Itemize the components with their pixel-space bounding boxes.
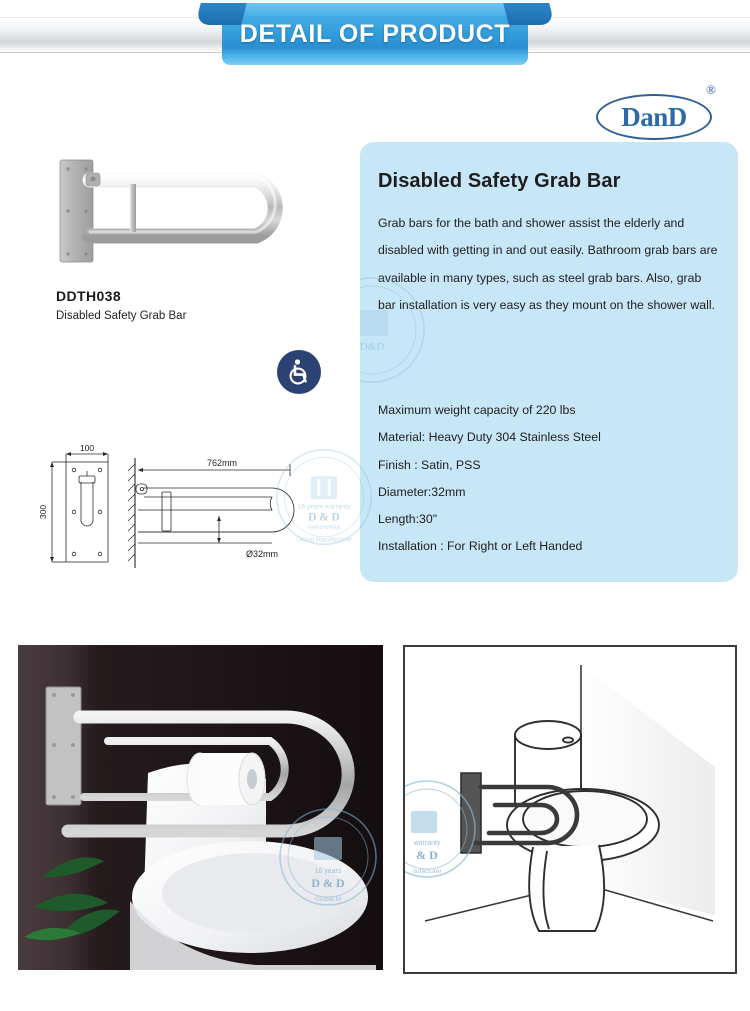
dim-bar-length: 762mm <box>206 458 238 468</box>
logo-text: DanD <box>621 101 687 132</box>
svg-text:16 years warranty: 16 years warranty <box>297 503 351 511</box>
spec-item: Finish : Satin, PSS <box>378 457 481 472</box>
spec-item: Length:30" <box>378 512 438 527</box>
dim-plate-height: 300 <box>38 504 48 520</box>
spec-item: Installation : For Right or Left Handed <box>378 539 583 554</box>
svg-text:Global Manufacturer: Global Manufacturer <box>296 536 352 544</box>
svg-text:& D: & D <box>416 848 438 862</box>
product-info-panel <box>360 142 738 582</box>
svg-text:D & D: D & D <box>308 511 340 524</box>
brand-logo <box>596 82 720 137</box>
svg-text:warranty: warranty <box>413 840 441 847</box>
svg-text:Global M: Global M <box>314 896 342 903</box>
svg-text:D & D: D & D <box>311 876 345 890</box>
page-banner <box>0 0 750 70</box>
spec-item: Maximum weight capacity of 220 lbs <box>378 403 576 417</box>
dim-bar-diameter: Ø32mm <box>245 549 279 559</box>
specification-list <box>378 397 724 561</box>
installation-photo <box>18 645 383 970</box>
banner-ribbon <box>222 3 528 65</box>
svg-text:D&D: D&D <box>359 341 385 353</box>
spec-item: Material: Heavy Duty 304 Stainless Steel <box>378 430 601 445</box>
svg-text:16 years: 16 years <box>314 868 342 875</box>
installation-diagram <box>403 645 737 974</box>
technical-drawing <box>22 440 342 580</box>
dim-plate-width: 100 <box>79 443 95 453</box>
product-photo <box>44 146 324 270</box>
info-panel-title: Disabled Safety Grab Bar <box>378 170 621 192</box>
logo-oval-shape <box>596 94 712 140</box>
product-code: DDTH038 <box>56 288 122 304</box>
registered-trademark-icon: ® <box>706 82 716 97</box>
product-name: Disabled Safety Grab Bar <box>56 310 187 322</box>
banner-title: DETAIL OF PRODUCT <box>239 19 511 48</box>
spec-item: Diameter:32mm <box>378 484 466 499</box>
wheelchair-accessible-icon <box>277 350 321 394</box>
info-panel-description: Grab bars for the bath and shower assist the elderly and disabled with getting in and out easily. Bathroom grab bars are available in many types, such as steel grab bars. Also, grab bar installation is very easy as they mount on the shower wall. <box>378 216 718 312</box>
svg-text:nufacturer: nufacturer <box>412 868 442 875</box>
svg-text:HARDWARE: HARDWARE <box>307 525 341 532</box>
